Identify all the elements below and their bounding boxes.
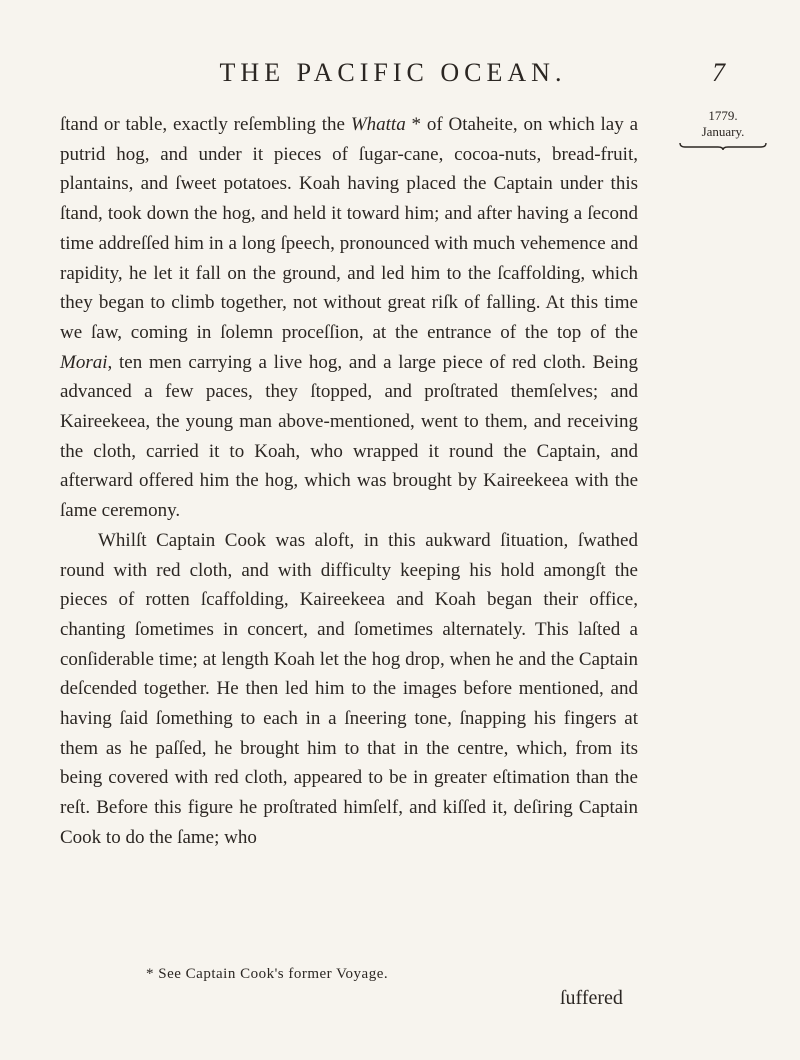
catchword: ſuffered bbox=[560, 987, 623, 1009]
p1-italic-morai: Morai bbox=[60, 351, 108, 373]
p1-text-a: ſtand or table, exactly reſembling the bbox=[60, 114, 351, 135]
page-header bbox=[0, 58, 800, 98]
brace-icon bbox=[679, 142, 767, 150]
p1-text-c: , ten men carrying a live hog, and a large piece of red cloth. Being advanced a few paces, they ſtopped, and proſtrated themſelves; and Kaireekeea, the young man above-mentioned, went to them, and receiving the cloth, carried it to Koah, who wrapped it round the Captain, and afterward offered him the hog, which was brought by Kaireekeea with the ſame ceremony. bbox=[60, 351, 638, 522]
paragraph-1 bbox=[60, 110, 638, 526]
page-number: 7 bbox=[712, 58, 725, 87]
margin-year: 1779. bbox=[708, 108, 738, 123]
p1-text-b: * of Otaheite, on which lay a putrid hog, and under it pieces of ſugar-cane, cocoa-nuts, bread-fruit, plantains, and ſweet potatoes. Koah having placed the Captain under this ſtand, took down the hog, and held it toward him; and after having a ſecond time addreſſed him in a long ſpeech, pronounced with much vehemence and rapidity, he let it fall on the ground, and led him to the ſcaffolding, which they began to climb together, not without great riſk of falling. At this time we ſaw, coming in ſolemn proceſſion, at the entrance of the top of the bbox=[60, 114, 639, 343]
footnote: * See Captain Cook's former Voyage. bbox=[146, 966, 389, 982]
body-text bbox=[60, 110, 638, 853]
paragraph-2: Whilſt Captain Cook was aloft, in this aukward ſituation, ſwathed round with red cloth, and with difficulty keeping his hold amongſt the pieces of rotten ſcaffolding, Kaireekeea and Koah began their office, chanting ſometimes in concert, and ſometimes alternately. This laſted a conſiderable time; at length Koah let the hog drop, when he and the Captain deſcended together. He then led him to the images before mentioned, and having ſaid ſomething to each in a ſneering tone, ſnapping his fingers at them as he paſſed, he brought him to that in the centre, which, from its being covered with red cloth, appeared to be in greater eſtimation than the reſt. Before this figure he proſtrated himſelf, and kiſſed it, deſiring Captain Cook to do the ſame; who bbox=[60, 529, 638, 848]
p1-italic-whatta: Whatta bbox=[350, 114, 406, 135]
running-title: THE PACIFIC OCEAN. bbox=[219, 58, 567, 87]
margin-month: January. bbox=[701, 124, 745, 139]
margin-note bbox=[677, 108, 769, 150]
